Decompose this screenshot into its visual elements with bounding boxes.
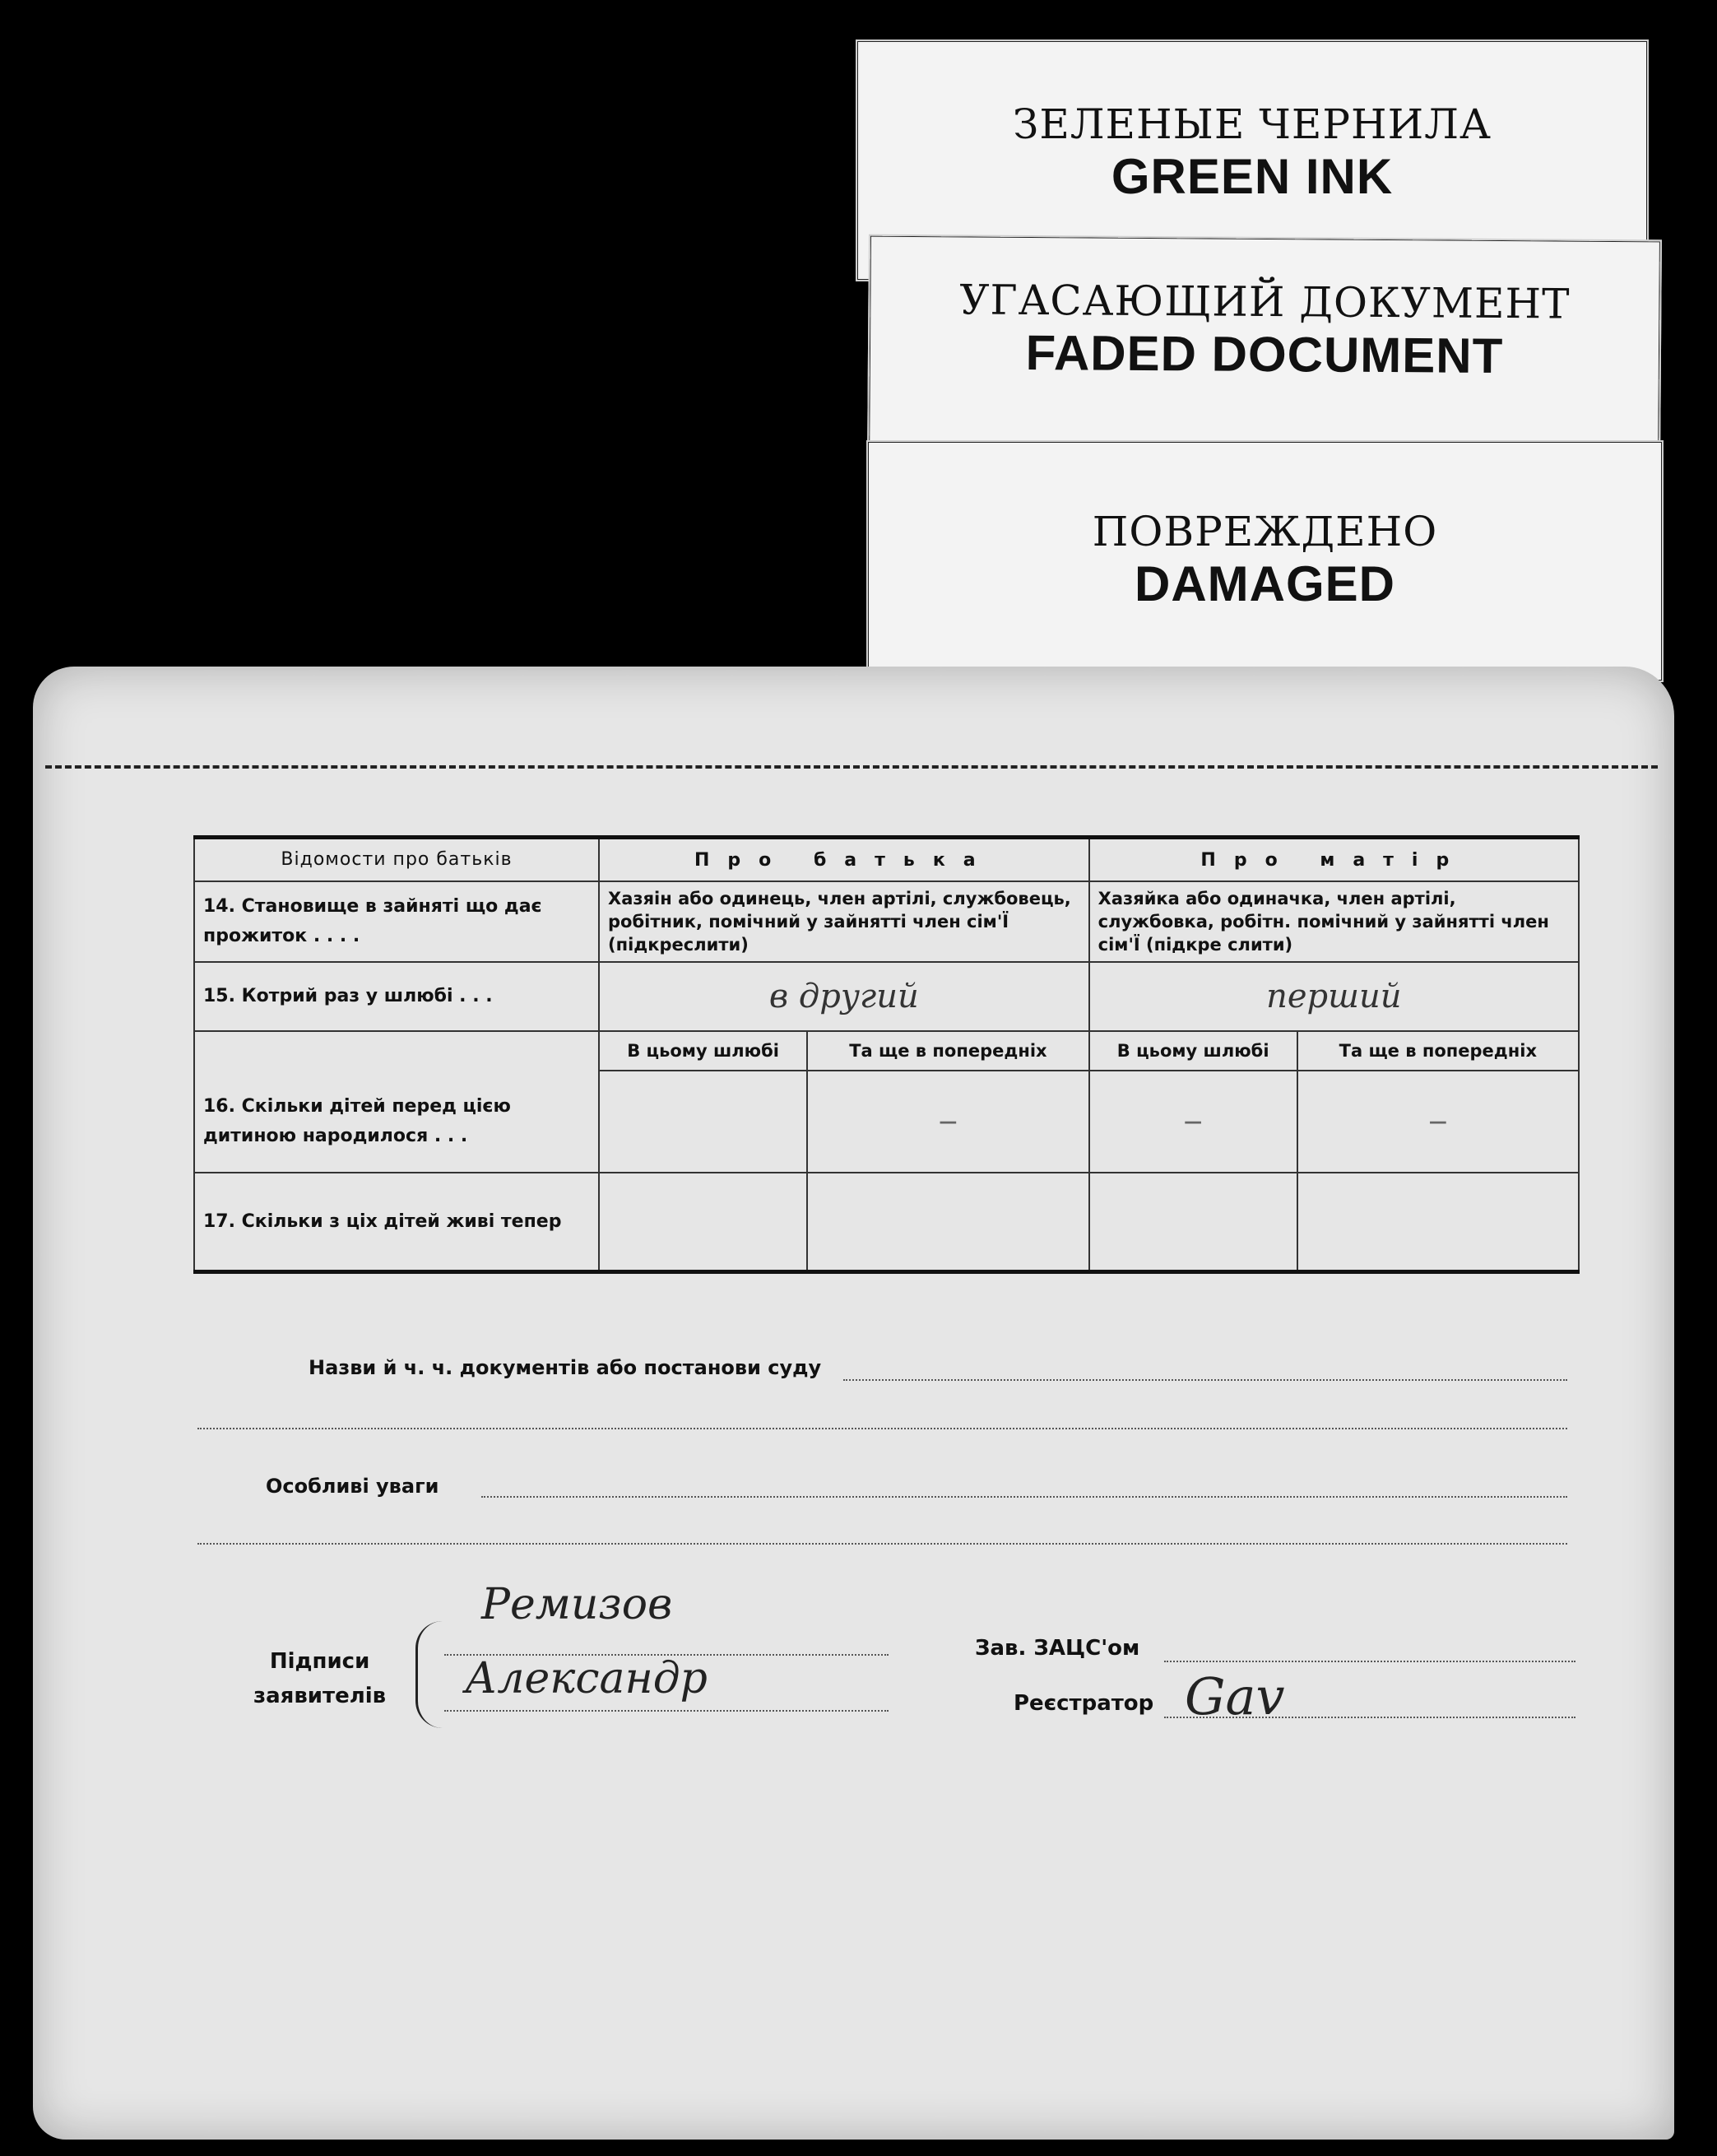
registry-head-line xyxy=(1164,1661,1575,1662)
header-father: Про батька xyxy=(599,838,1089,882)
signatures-label-line2: заявителів xyxy=(253,1684,387,1708)
row17-cell xyxy=(1297,1173,1579,1272)
subhead-father-previous: Та ще в попередніх xyxy=(807,1031,1088,1071)
registry-head-label: Зав. ЗАЦС'ом xyxy=(975,1636,1140,1661)
signatures-label-line1: Підписи xyxy=(269,1649,370,1674)
documents-label: Назви й ч. ч. документів або постанови суду xyxy=(309,1356,822,1379)
documents-line xyxy=(197,1428,1567,1429)
applicant-signature-1: Ремизов xyxy=(481,1580,673,1629)
table-row-16 xyxy=(194,1071,1579,1173)
parents-info-table xyxy=(193,835,1580,1274)
table-subheader-row xyxy=(194,1031,1579,1071)
row16-cell: — xyxy=(1297,1071,1579,1173)
faded-en: FADED DOCUMENT xyxy=(1025,324,1504,384)
subhead-mother-this: В цьому шлюбі xyxy=(1089,1031,1297,1071)
row17-cell xyxy=(807,1173,1088,1272)
tear-line xyxy=(45,765,1658,769)
signature-brace xyxy=(415,1621,443,1728)
table-row-14 xyxy=(194,881,1579,962)
row14-father: Хазяін або одинець, член артілі, службовець, робітник, помічний у зайнятті член сім'Ї (підкреслити) xyxy=(599,881,1089,962)
table-row-17 xyxy=(194,1173,1579,1272)
row16-label: 16. Скільки дітей перед цією дитиною народилося . . . xyxy=(194,1071,599,1173)
row17-cell xyxy=(1089,1173,1297,1272)
row15-father-handwritten: в другий xyxy=(599,962,1089,1031)
row15-label: 15. Котрий раз у шлюбі . . . xyxy=(194,962,599,1031)
header-parents-info: Відомости про батьків xyxy=(194,838,599,882)
faded-document-label xyxy=(867,235,1662,466)
documents-line xyxy=(843,1379,1567,1381)
row14-mother: Хазяйка або одиначка, член артілі, службовка, робітн. помічний у зайнятті член сім'Ї (підкре слити) xyxy=(1089,881,1579,962)
damaged-en: DAMAGED xyxy=(1135,556,1395,611)
green-ink-ru: ЗЕЛЕНЫЕ ЧЕРНИЛА xyxy=(1013,100,1492,148)
table-row-15 xyxy=(194,962,1579,1031)
registration-form-sheet xyxy=(33,667,1674,2140)
notes-line xyxy=(197,1543,1567,1545)
notes-label: Особливі уваги xyxy=(266,1475,439,1498)
row15-mother-handwritten: перший xyxy=(1089,962,1579,1031)
row14-label: 14. Становище в зайняті що дає прожиток . . . . xyxy=(194,881,599,962)
green-ink-en: GREEN INK xyxy=(1111,149,1394,204)
subheader-empty xyxy=(194,1031,599,1071)
notes-line xyxy=(481,1496,1567,1498)
table-header-row xyxy=(194,838,1579,882)
registrar-signature: Gav xyxy=(1185,1666,1285,1726)
registrar-label: Реєстратор xyxy=(1014,1691,1154,1716)
damaged-ru: ПОВРЕЖДЕНО xyxy=(1092,508,1438,555)
damaged-label xyxy=(866,440,1664,682)
subhead-mother-previous: Та ще в попередніх xyxy=(1297,1031,1579,1071)
subhead-father-this: В цьому шлюбі xyxy=(599,1031,807,1071)
header-mother: Про матір xyxy=(1089,838,1579,882)
row17-label: 17. Скільки з ціх дітей живі тепер xyxy=(194,1173,599,1272)
row16-cell xyxy=(599,1071,807,1173)
faded-ru: УГАСАЮЩИЙ ДОКУМЕНТ xyxy=(959,276,1571,328)
applicant-signature-2: Александр xyxy=(465,1654,708,1703)
row16-cell: — xyxy=(1089,1071,1297,1173)
row17-cell xyxy=(599,1173,807,1272)
applicants-signatures-label xyxy=(253,1644,386,1713)
signature-line xyxy=(444,1710,889,1712)
row16-cell: — xyxy=(807,1071,1088,1173)
